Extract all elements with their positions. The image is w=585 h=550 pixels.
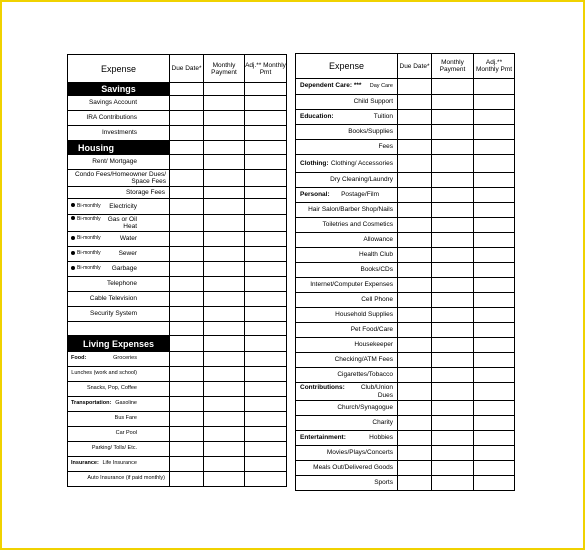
table-row — [68, 472, 287, 487]
due-date-header: Due Date* — [170, 55, 204, 83]
bus-fare-label: Bus Fare — [68, 412, 170, 427]
table-row — [68, 457, 287, 472]
table-row — [68, 292, 287, 307]
internet-label: Internet/Computer Expenses — [296, 278, 398, 293]
postage-label: Postage/Film — [341, 191, 379, 199]
table-row — [68, 442, 287, 457]
education-category: Education: — [300, 113, 334, 121]
table-row — [68, 170, 287, 187]
clothing-category: Clothing: — [300, 159, 329, 167]
hobbies-label: Hobbies — [369, 434, 393, 442]
table-row — [296, 323, 515, 338]
table-row — [68, 277, 287, 292]
table-row — [68, 96, 287, 111]
toiletries-label: Toiletries and Cosmetics — [296, 218, 398, 233]
groceries-label: Groceries — [113, 355, 137, 362]
table-row — [296, 155, 515, 173]
day-care-label: Day Care — [369, 83, 393, 90]
life-insurance-label: Life Insurance — [102, 460, 137, 467]
expense-table-left — [67, 54, 287, 487]
table-row — [296, 308, 515, 323]
table-row — [68, 155, 287, 170]
table-row — [296, 263, 515, 278]
books-cds-label: Books/CDs — [296, 263, 398, 278]
sewer-label: Sewer — [118, 250, 137, 258]
expense-header: Expense — [68, 55, 170, 83]
bimonthly-option[interactable]: Bi-monthly — [68, 235, 101, 243]
table-row — [296, 110, 515, 125]
table-row — [296, 461, 515, 476]
household-supplies-label: Household Supplies — [296, 308, 398, 323]
books-supplies-label: Books/Supplies — [296, 125, 398, 140]
dry-cleaning-label: Dry Cleaning/Laundry — [296, 173, 398, 188]
table-row — [296, 173, 515, 188]
bimonthly-option[interactable]: Bi-monthly — [68, 216, 101, 224]
table-row — [296, 140, 515, 155]
housing-heading: Housing — [68, 141, 170, 155]
table-row — [68, 307, 287, 322]
table-row — [68, 352, 287, 367]
table-row — [296, 203, 515, 218]
table-row — [68, 322, 287, 336]
dependent-care-category: Dependent Care: *** — [300, 82, 362, 90]
cell-phone-label: Cell Phone — [296, 293, 398, 308]
charity-label: Charity — [296, 416, 398, 431]
bimonthly-option[interactable]: Bi-monthly — [68, 203, 101, 211]
bimonthly-option[interactable]: Bi-monthly — [68, 265, 101, 273]
snacks-label: Snacks, Pop, Coffee — [68, 382, 170, 397]
water-label: Water — [119, 235, 137, 243]
insurance-category: Insurance: — [71, 460, 99, 467]
gas-heat-label: Gas or Oil Heat — [107, 215, 137, 230]
security-label: Security System — [68, 307, 170, 322]
table-row — [68, 367, 287, 382]
living-expenses-heading: Living Expenses — [68, 336, 170, 352]
cigarettes-label: Cigarettes/Tobacco — [296, 368, 398, 383]
table-row — [68, 412, 287, 427]
auto-insurance-label: Auto Insurance (if paid monthly) — [68, 472, 170, 487]
sports-label: Sports — [296, 476, 398, 491]
table-row — [296, 446, 515, 461]
child-support-label: Child Support — [296, 95, 398, 110]
table-row — [68, 262, 287, 277]
condo-fees-label: Condo Fees/Homeowner Dues/ Space Fees — [68, 170, 170, 187]
expense-header: Expense — [296, 54, 398, 79]
lunches-label: Lunches (work and school) — [68, 367, 170, 382]
housing-section-row — [68, 141, 287, 155]
table-row — [68, 247, 287, 262]
table-row — [296, 431, 515, 446]
table-row — [296, 416, 515, 431]
table-row — [296, 278, 515, 293]
header-row — [68, 55, 287, 83]
savings-heading: Savings — [68, 83, 170, 96]
telephone-label: Telephone — [68, 277, 170, 292]
table-row — [68, 111, 287, 126]
bullet-icon — [71, 251, 75, 255]
meals-out-label: Meals Out/Delivered Goods — [296, 461, 398, 476]
personal-category: Personal: — [300, 191, 330, 199]
table-row — [68, 126, 287, 141]
living-section-row — [68, 336, 287, 352]
food-category: Food: — [71, 355, 87, 362]
monthly-payment-header: Monthly Payment — [204, 55, 245, 83]
table-row — [296, 401, 515, 416]
contributions-category: Contributions: — [300, 384, 345, 391]
monthly-payment-header: Monthly Payment — [432, 54, 474, 79]
table-row — [68, 382, 287, 397]
table-row — [68, 187, 287, 199]
car-pool-label: Car Pool — [68, 427, 170, 442]
adj-monthly-header: Adj.** Monthly Pmt — [474, 54, 515, 79]
table-row — [296, 233, 515, 248]
allowance-label: Allowance — [296, 233, 398, 248]
table-row — [296, 476, 515, 491]
table-row — [68, 215, 287, 232]
garbage-label: Garbage — [111, 265, 137, 273]
table-row — [68, 232, 287, 247]
pet-food-label: Pet Food/Care — [296, 323, 398, 338]
ira-label: IRA Contributions — [68, 111, 170, 126]
table-row — [296, 125, 515, 140]
movies-label: Movies/Plays/Concerts — [296, 446, 398, 461]
table-row — [296, 188, 515, 203]
cable-label: Cable Television — [68, 292, 170, 307]
header-row — [296, 54, 515, 79]
rent-label: Rent/ Mortgage — [68, 155, 170, 170]
table-row — [296, 383, 515, 401]
transportation-category: Transportation: — [71, 400, 112, 407]
electricity-label: Electricity — [109, 202, 137, 210]
bullet-icon — [71, 203, 75, 207]
table-row — [296, 218, 515, 233]
tuition-label: Tuition — [373, 113, 393, 121]
expense-table-right — [295, 53, 515, 491]
table-row — [296, 95, 515, 110]
bullet-icon — [71, 266, 75, 270]
investments-label: Investments — [68, 126, 170, 141]
savings-account-label: Savings Account — [68, 96, 170, 111]
church-label: Church/Synagogue — [296, 401, 398, 416]
table-row — [296, 79, 515, 95]
fees-label: Fees — [296, 140, 398, 155]
bimonthly-option[interactable]: Bi-monthly — [68, 250, 101, 258]
storage-fees-label: Storage Fees — [68, 187, 170, 199]
table-row — [68, 427, 287, 442]
bullet-icon — [71, 236, 75, 240]
gasoline-label: Gasoline — [115, 400, 137, 407]
table-row — [296, 248, 515, 263]
table-row — [296, 293, 515, 308]
table-row — [68, 199, 287, 215]
table-row — [296, 353, 515, 368]
housekeeper-label: Housekeeper — [296, 338, 398, 353]
clothing-accessories-label: Clothing/ Accessories — [330, 159, 393, 167]
due-date-header: Due Date* — [398, 54, 432, 79]
checking-fees-label: Checking/ATM Fees — [296, 353, 398, 368]
bullet-icon — [71, 216, 75, 220]
entertainment-category: Entertainment: — [300, 434, 346, 442]
table-row — [296, 368, 515, 383]
savings-section-row — [68, 83, 287, 96]
table-row — [68, 397, 287, 412]
adj-monthly-header: Adj.** Monthly Pmt — [245, 55, 287, 83]
health-club-label: Health Club — [296, 248, 398, 263]
parking-label: Parking/ Tolls/ Etc. — [68, 442, 170, 457]
club-dues-label: Club/Union Dues — [360, 384, 393, 399]
table-row — [296, 338, 515, 353]
hair-salon-label: Hair Salon/Barber Shop/Nails — [296, 203, 398, 218]
